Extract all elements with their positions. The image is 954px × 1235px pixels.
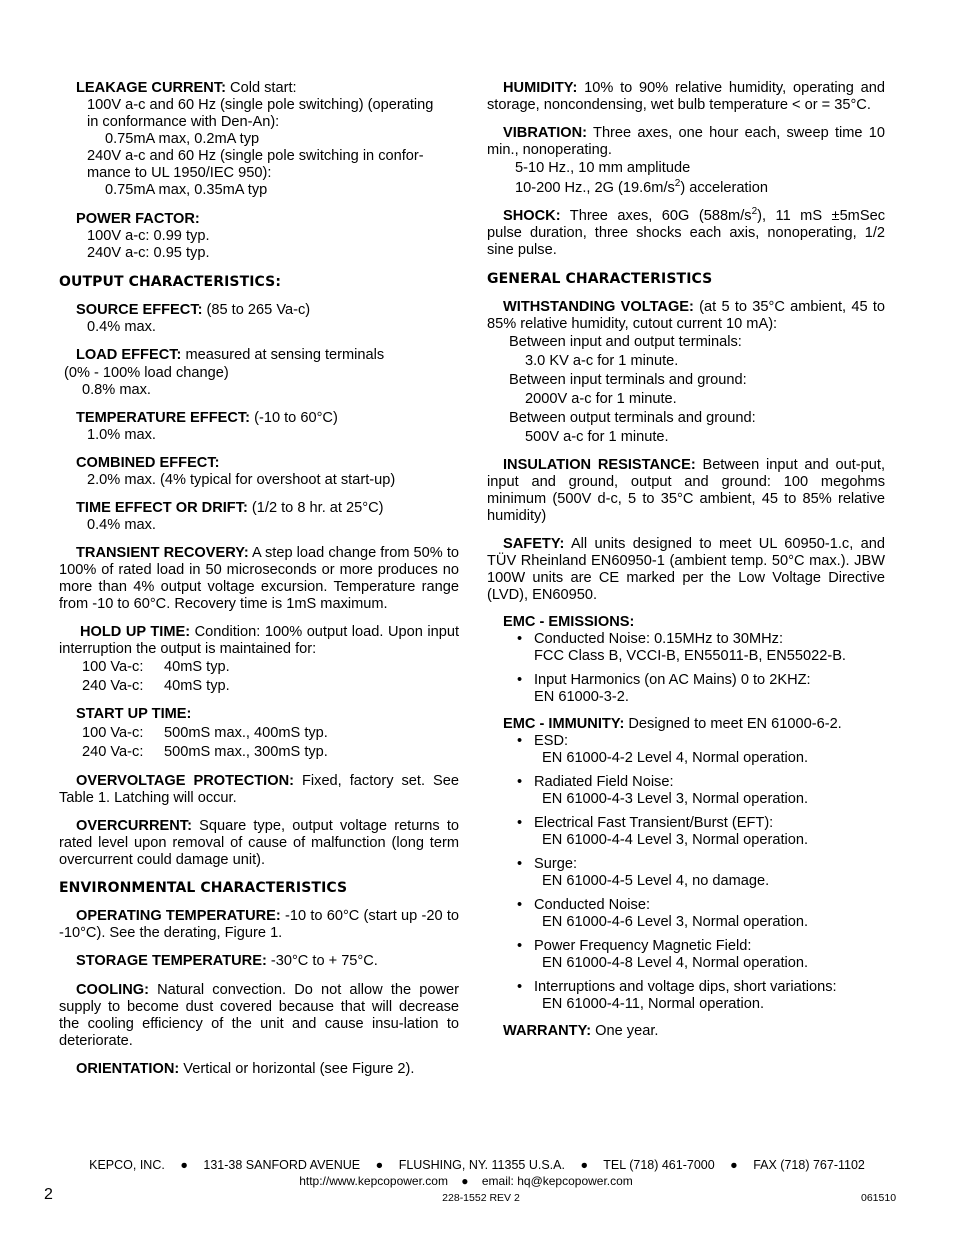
withstand-line: 3.0 KV a-c for 1 minute. [525, 353, 679, 369]
withstanding-voltage-text: (at 5 to 35°C ambient, 45 to 85% relative humidity, cutout current 10 mA): [487, 299, 885, 332]
warranty-text: One year. [591, 1023, 659, 1039]
power-factor-label: POWER FACTOR: [76, 211, 200, 227]
list-item-detail: EN 61000-4-3 Level 3, Normal operation. [542, 791, 809, 807]
load-effect-line: (0% - 100% load change) [64, 365, 229, 381]
safety-section [487, 536, 885, 604]
operating-temperature-label: OPERATING TEMPERATURE: [76, 908, 281, 924]
hold-up-row [59, 678, 459, 695]
bullet-icon: ● [375, 1158, 384, 1172]
leakage-line: 240V a-c and 60 Hz (single pole switching in confor- [87, 148, 424, 164]
list-item-title: Electrical Fast Transient/Burst (EFT): [534, 815, 774, 831]
drift-value: 0.4% max. [87, 517, 156, 533]
bullet-icon: ● [461, 1174, 469, 1188]
environmental-characteristics-heading: ENVIRONMENTAL CHARACTERISTICS [59, 880, 348, 896]
immunity-list [487, 733, 885, 1013]
list-item-title: Radiated Field Noise: [534, 774, 674, 790]
load-effect-section [59, 347, 459, 399]
list-item [487, 897, 885, 931]
footer-phone: TEL (718) 461-7000 [603, 1158, 715, 1172]
shock-text-part: Three axes, 60G (588m/s [560, 208, 752, 224]
start-up-time-section [59, 706, 459, 761]
bullet-icon: ● [730, 1158, 738, 1172]
hold-up-row [59, 659, 459, 676]
orientation-text: Vertical or horizontal (see Figure 2). [179, 1061, 415, 1077]
general-characteristics-heading: GENERAL CHARACTERISTICS [487, 271, 713, 287]
orientation-section [59, 1061, 459, 1078]
list-item [487, 733, 885, 767]
warranty-label: WARRANTY: [503, 1023, 592, 1039]
drift-section [59, 500, 459, 534]
vibration-line [487, 180, 885, 197]
footer-city: FLUSHING, NY. 11355 U.S.A. [398, 1158, 565, 1172]
withstanding-voltage-section [487, 299, 885, 446]
temperature-effect-value: 1.0% max. [87, 427, 156, 443]
drift-label: TIME EFFECT OR DRIFT: [76, 500, 248, 516]
temperature-effect-label: TEMPERATURE EFFECT: [76, 410, 251, 426]
list-item [487, 979, 885, 1013]
document-code: 061510 [861, 1192, 897, 1204]
leakage-line: 0.75mA max, 0.35mA typ [105, 182, 268, 198]
power-factor-line: 100V a-c: 0.99 typ. [87, 228, 210, 244]
source-effect-label: SOURCE EFFECT: [76, 302, 203, 318]
overcurrent-text: Square type, output voltage returns to rated level upon removal of cause of malfunction (long term overcurrent could damage unit). [59, 818, 459, 868]
power-factor-section [59, 211, 459, 262]
hold-up-time-label: HOLD UP TIME: [80, 624, 191, 640]
bullet-icon: ● [180, 1158, 188, 1172]
load-effect-text: measured at sensing terminals [181, 347, 385, 363]
storage-temperature-label: STORAGE TEMPERATURE: [76, 953, 267, 969]
warranty-section [487, 1023, 885, 1040]
emc-emissions-section [487, 614, 885, 706]
hold-up-time-text: Condition: 100% output load. Upon input interruption the output is maintained for: [59, 624, 459, 657]
vibration-line: 5-10 Hz., 10 mm amplitude [515, 160, 691, 176]
leakage-current-text: Cold start: [226, 80, 297, 96]
superscript: 2 [674, 178, 681, 190]
overvoltage-protection-text: Fixed, factory set. See Table 1. Latching will occur. [59, 773, 459, 806]
overvoltage-protection-label: OVERVOLTAGE PROTECTION: [76, 773, 294, 789]
safety-text: All units designed to meet UL 60950-1.c, and TÜV Rheinland EN60950-1 (ambient temp. 50°C max.). JBW 100W units are CE marked per the Low Voltage Directive (LVD), EN60950. [487, 536, 885, 603]
bullet-icon: ● [580, 1158, 589, 1172]
operating-temperature-text: -10 to 60°C (start up -20 to -10°C). See the derating, Figure 1. [59, 908, 459, 941]
shock-label: SHOCK: [503, 208, 561, 224]
leakage-line: 100V a-c and 60 Hz (single pole switching) (operating [87, 97, 434, 113]
safety-label: SAFETY: [503, 536, 565, 552]
hold-up-row-key: 240 Va-c: [82, 678, 144, 694]
document-revision: 228-1552 REV 2 [442, 1192, 520, 1204]
list-item-detail: EN 61000-4-6 Level 3, Normal operation. [542, 914, 809, 930]
overcurrent-label: OVERCURRENT: [76, 818, 192, 834]
left-column [59, 80, 459, 1078]
start-up-row [59, 744, 459, 761]
temperature-effect-text: (-10 to 60°C) [250, 410, 338, 426]
withstand-line: 500V a-c for 1 minute. [525, 429, 669, 445]
vibration-text-part: ) acceleration [680, 180, 768, 196]
right-column [487, 80, 885, 1040]
hold-up-row-value: 40mS typ. [164, 659, 230, 675]
emc-emissions-label: EMC - EMISSIONS: [503, 614, 635, 630]
footer-website-link[interactable]: http://www.kepcopower.com [299, 1174, 448, 1188]
transient-recovery-section [59, 545, 459, 613]
leakage-line: mance to UL 1950/IEC 950): [87, 165, 272, 181]
list-item [487, 774, 885, 808]
source-effect-text: (85 to 265 Va-c) [202, 302, 311, 318]
list-item [487, 631, 885, 665]
insulation-resistance-section [487, 457, 885, 525]
superscript: 2 [751, 206, 758, 218]
list-item-detail: EN 61000-4-4 Level 3, Normal operation. [542, 832, 809, 848]
hold-up-row-value: 40mS typ. [164, 678, 230, 694]
leakage-line: 0.75mA max, 0.2mA typ [105, 131, 260, 147]
footer-company: KEPCO, INC. [89, 1158, 165, 1172]
humidity-label: HUMIDITY: [503, 80, 578, 96]
hold-up-time-section [59, 624, 459, 695]
leakage-current-section [59, 80, 459, 199]
footer-address: 131-38 SANFORD AVENUE [203, 1158, 361, 1172]
vibration-label: VIBRATION: [503, 125, 588, 141]
combined-effect-label: COMBINED EFFECT: [76, 455, 220, 471]
list-item-detail: FCC Class B, VCCI-B, EN55011-B, EN55022-B. [534, 648, 846, 664]
transient-recovery-text: A step load change from 50% to 100% of rated load in 50 microseconds or more produces no more than 4% output voltage excursion. Temperature range from -10 to 60°C. Recovery time is 1mS maximum. [59, 545, 459, 612]
output-characteristics-heading: OUTPUT CHARACTERISTICS: [59, 274, 282, 290]
start-up-row-value: 500mS max., 400mS typ. [164, 725, 328, 741]
transient-recovery-label: TRANSIENT RECOVERY: [76, 545, 249, 561]
cooling-text: Natural convection. Do not allow the power supply to become dust covered because that will decrease the cooling efficiency of the unit and cause insu-lation to deteriorate. [59, 982, 459, 1049]
cooling-section [59, 982, 459, 1050]
source-effect-section [59, 302, 459, 336]
hold-up-row-key: 100 Va-c: [82, 659, 144, 675]
leakage-line: in conformance with Den-An): [87, 114, 280, 130]
list-item [487, 815, 885, 849]
overcurrent-section [59, 818, 459, 869]
orientation-label: ORIENTATION: [76, 1061, 180, 1077]
emc-immunity-text: Designed to meet EN 61000-6-2. [624, 716, 842, 732]
list-item-title: Input Harmonics (on AC Mains) 0 to 2KHZ: [534, 672, 811, 688]
list-item-title: Surge: [534, 856, 577, 872]
list-item-title: Interruptions and voltage dips, short variations: [534, 979, 837, 995]
list-item-title: Conducted Noise: 0.15MHz to 30MHz: [534, 631, 784, 647]
start-up-row-key: 240 Va-c: [82, 744, 144, 760]
overvoltage-protection-section [59, 773, 459, 807]
footer-fax: FAX (718) 767-1102 [753, 1158, 865, 1172]
power-factor-line: 240V a-c: 0.95 typ. [87, 245, 210, 261]
emissions-list [487, 631, 885, 706]
source-effect-value: 0.4% max. [87, 319, 156, 335]
vibration-text-part: 10-200 Hz., 2G (19.6m/s [515, 180, 675, 196]
temperature-effect-section [59, 410, 459, 444]
list-item-detail: EN 61000-4-11, Normal operation. [542, 996, 764, 1012]
load-effect-value: 0.8% max. [82, 382, 151, 398]
combined-effect-section [59, 455, 459, 489]
vibration-section [487, 125, 885, 197]
withstand-line: 2000V a-c for 1 minute. [525, 391, 677, 407]
humidity-text: 10% to 90% relative humidity, operating and storage, noncondensing, wet bulb temperature < or = 35°C. [487, 80, 885, 113]
shock-section [487, 208, 885, 259]
list-item-title: ESD: [534, 733, 569, 749]
storage-temperature-section [59, 953, 459, 970]
withstand-line: Between output terminals and ground: [509, 410, 756, 426]
start-up-row-value: 500mS max., 300mS typ. [164, 744, 328, 760]
list-item-detail: EN 61000-4-2 Level 4, Normal operation. [542, 750, 809, 766]
humidity-section [487, 80, 885, 114]
list-item-detail: EN 61000-4-8 Level 4, Normal operation. [542, 955, 809, 971]
list-item-detail: EN 61000-4-5 Level 4, no damage. [542, 873, 770, 889]
start-up-row-key: 100 Va-c: [82, 725, 144, 741]
drift-text: (1/2 to 8 hr. at 25°C) [247, 500, 384, 516]
page-number: 2 [44, 1186, 53, 1203]
footer-web-line [0, 1173, 932, 1190]
start-up-row [59, 725, 459, 742]
footer-email-link[interactable]: email: hq@kepcopower.com [481, 1174, 633, 1188]
cooling-label: COOLING: [76, 982, 149, 998]
list-item [487, 672, 885, 706]
list-item-detail: EN 61000-3-2. [534, 689, 629, 705]
emc-immunity-label: EMC - IMMUNITY: [503, 716, 625, 732]
withstand-line: Between input and output terminals: [509, 334, 742, 350]
footer-address-line [0, 1157, 954, 1174]
storage-temperature-text: -30°C to + 75°C. [266, 953, 378, 969]
operating-temperature-section [59, 908, 459, 942]
list-item-title: Conducted Noise: [534, 897, 651, 913]
shock-text-part: ), 11 mS ±5mSec pulse duration, three shocks each axis, nonoperating, 1/2 sine pulse. [487, 208, 885, 258]
vibration-text: Three axes, one hour each, sweep time 10 min., nonoperating. [487, 125, 885, 158]
start-up-time-label: START UP TIME: [76, 706, 192, 722]
withstanding-voltage-label: WITHSTANDING VOLTAGE: [503, 299, 694, 315]
emc-immunity-section [487, 716, 885, 1013]
load-effect-label: LOAD EFFECT: [76, 347, 182, 363]
insulation-resistance-text: Between input and out-put, input and ground, output and ground: 100 megohms minimum (500V d-c, 5 to 35°C ambient, 45 to 85% relative humidity) [487, 457, 885, 524]
list-item [487, 856, 885, 890]
insulation-resistance-label: INSULATION RESISTANCE: [503, 457, 696, 473]
withstand-line: Between input terminals and ground: [509, 372, 747, 388]
combined-effect-value: 2.0% max. (4% typical for overshoot at start-up) [87, 472, 396, 488]
list-item-title: Power Frequency Magnetic Field: [534, 938, 752, 954]
leakage-current-label: LEAKAGE CURRENT: [76, 80, 226, 96]
list-item [487, 938, 885, 972]
